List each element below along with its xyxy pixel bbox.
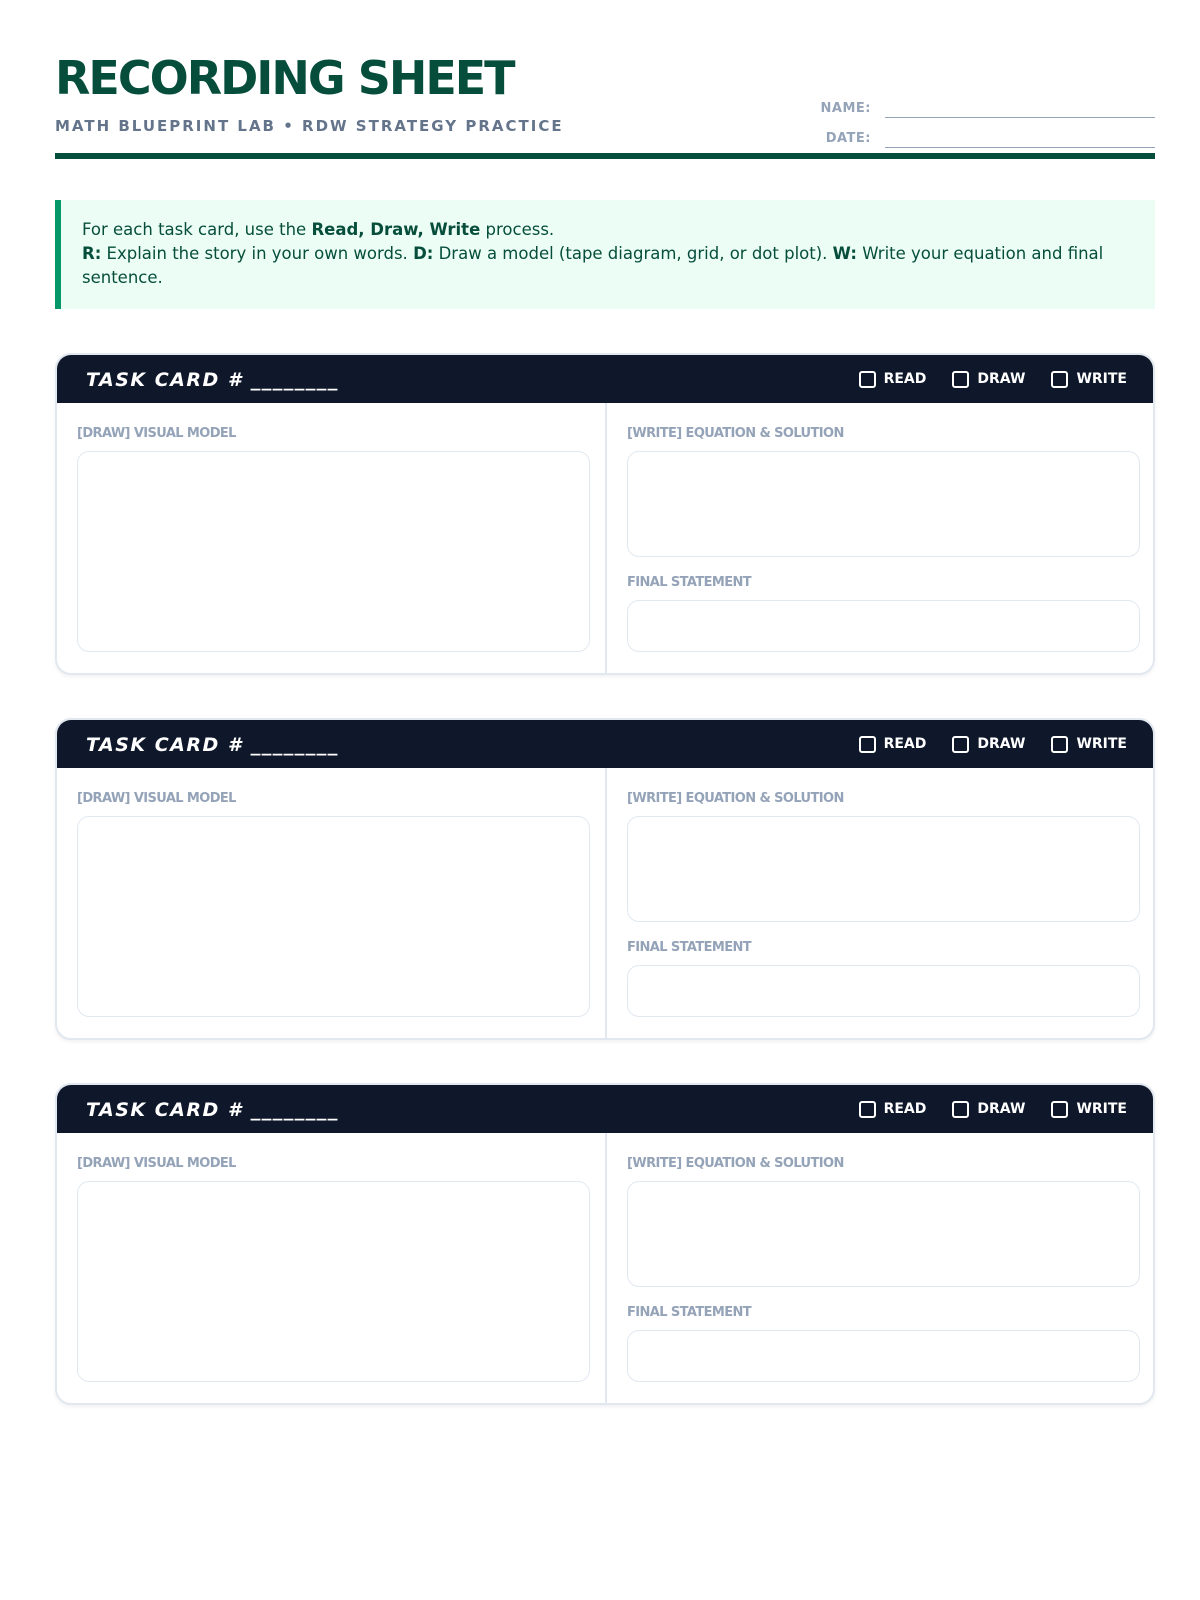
instructions-panel	[55, 200, 1155, 309]
write-column	[607, 768, 1153, 1038]
visual-model-label: [DRAW] VISUAL MODEL	[77, 791, 236, 806]
date-label: DATE:	[825, 131, 871, 146]
task-card-title: TASK CARD # ________	[86, 734, 339, 756]
task-card-body	[57, 403, 1153, 673]
write-checkbox[interactable]	[1051, 371, 1068, 388]
instructions-r-label: R:	[82, 244, 102, 263]
visual-model-box[interactable]	[77, 451, 590, 652]
name-field[interactable]	[885, 95, 1155, 118]
equation-label: [WRITE] EQUATION & SOLUTION	[627, 791, 844, 806]
instructions-w-text: Write your equation and final sentence.	[82, 244, 1104, 287]
equation-box[interactable]	[627, 1181, 1140, 1287]
read-checkbox[interactable]	[859, 1101, 876, 1118]
visual-model-label: [DRAW] VISUAL MODEL	[77, 426, 236, 441]
task-card	[55, 353, 1155, 675]
draw-check[interactable]	[952, 1101, 1025, 1118]
write-check[interactable]	[1051, 1101, 1127, 1118]
draw-check[interactable]	[952, 736, 1025, 753]
draw-check-label: DRAW	[977, 736, 1026, 752]
read-checkbox[interactable]	[859, 371, 876, 388]
page-subtitle: MATH BLUEPRINT LAB • RDW STRATEGY PRACTICE	[55, 117, 564, 135]
write-column	[607, 403, 1153, 673]
equation-label: [WRITE] EQUATION & SOLUTION	[627, 426, 844, 441]
draw-check-label: DRAW	[977, 371, 1026, 387]
instructions-r-text: Explain the story in your own words.	[101, 244, 414, 263]
rdw-checklist	[833, 1085, 1127, 1133]
visual-model-box[interactable]	[77, 816, 590, 1017]
date-row	[795, 118, 1155, 148]
rdw-checklist	[833, 355, 1127, 403]
task-card-header	[57, 720, 1153, 768]
read-check-label: READ	[883, 371, 927, 387]
task-card-body	[57, 768, 1153, 1038]
write-check-label: WRITE	[1076, 736, 1127, 752]
instructions-w-label: W:	[832, 244, 857, 263]
task-card	[55, 718, 1155, 1040]
name-row	[795, 88, 1155, 118]
equation-box[interactable]	[627, 816, 1140, 922]
final-statement-label: FINAL STATEMENT	[627, 940, 752, 955]
task-card-title: TASK CARD # ________	[86, 1099, 339, 1121]
task-card-title: TASK CARD # ________	[86, 369, 339, 391]
final-statement-box[interactable]	[627, 965, 1140, 1017]
equation-box[interactable]	[627, 451, 1140, 557]
read-checkbox[interactable]	[859, 736, 876, 753]
visual-model-column	[57, 768, 607, 1038]
read-check[interactable]	[859, 736, 927, 753]
write-checkbox[interactable]	[1051, 736, 1068, 753]
task-card-header	[57, 355, 1153, 403]
write-column	[607, 1133, 1153, 1403]
draw-checkbox[interactable]	[952, 1101, 969, 1118]
write-checkbox[interactable]	[1051, 1101, 1068, 1118]
date-field[interactable]	[885, 125, 1155, 148]
final-statement-label: FINAL STATEMENT	[627, 575, 752, 590]
task-card-body	[57, 1133, 1153, 1403]
page-title: RECORDING SHEET	[55, 51, 514, 105]
visual-model-column	[57, 403, 607, 673]
write-check-label: WRITE	[1076, 1101, 1127, 1117]
final-statement-box[interactable]	[627, 600, 1140, 652]
write-check-label: WRITE	[1076, 371, 1127, 387]
instructions-line1-post: process.	[480, 220, 555, 239]
read-check-label: READ	[883, 1101, 927, 1117]
header-divider	[55, 153, 1155, 159]
visual-model-column	[57, 1133, 607, 1403]
name-label: NAME:	[820, 101, 871, 116]
final-statement-label: FINAL STATEMENT	[627, 1305, 752, 1320]
student-info	[795, 88, 1155, 148]
equation-label: [WRITE] EQUATION & SOLUTION	[627, 1156, 844, 1171]
instructions-process-name: Read, Draw, Write	[311, 220, 481, 239]
read-check[interactable]	[859, 1101, 927, 1118]
instructions-d-text: Draw a model (tape diagram, grid, or dot plot).	[433, 244, 833, 263]
write-check[interactable]	[1051, 736, 1127, 753]
draw-checkbox[interactable]	[952, 371, 969, 388]
draw-checkbox[interactable]	[952, 736, 969, 753]
task-card	[55, 1083, 1155, 1405]
write-check[interactable]	[1051, 371, 1127, 388]
final-statement-box[interactable]	[627, 1330, 1140, 1382]
draw-check[interactable]	[952, 371, 1025, 388]
recording-sheet-page	[55, 0, 1155, 1320]
visual-model-label: [DRAW] VISUAL MODEL	[77, 1156, 236, 1171]
instructions-line1-pre: For each task card, use the	[82, 220, 312, 239]
sheet-header	[55, 0, 1155, 160]
rdw-checklist	[833, 720, 1127, 768]
read-check[interactable]	[859, 371, 927, 388]
instructions-d-label: D:	[413, 244, 434, 263]
read-check-label: READ	[883, 736, 927, 752]
draw-check-label: DRAW	[977, 1101, 1026, 1117]
task-card-header	[57, 1085, 1153, 1133]
visual-model-box[interactable]	[77, 1181, 590, 1382]
